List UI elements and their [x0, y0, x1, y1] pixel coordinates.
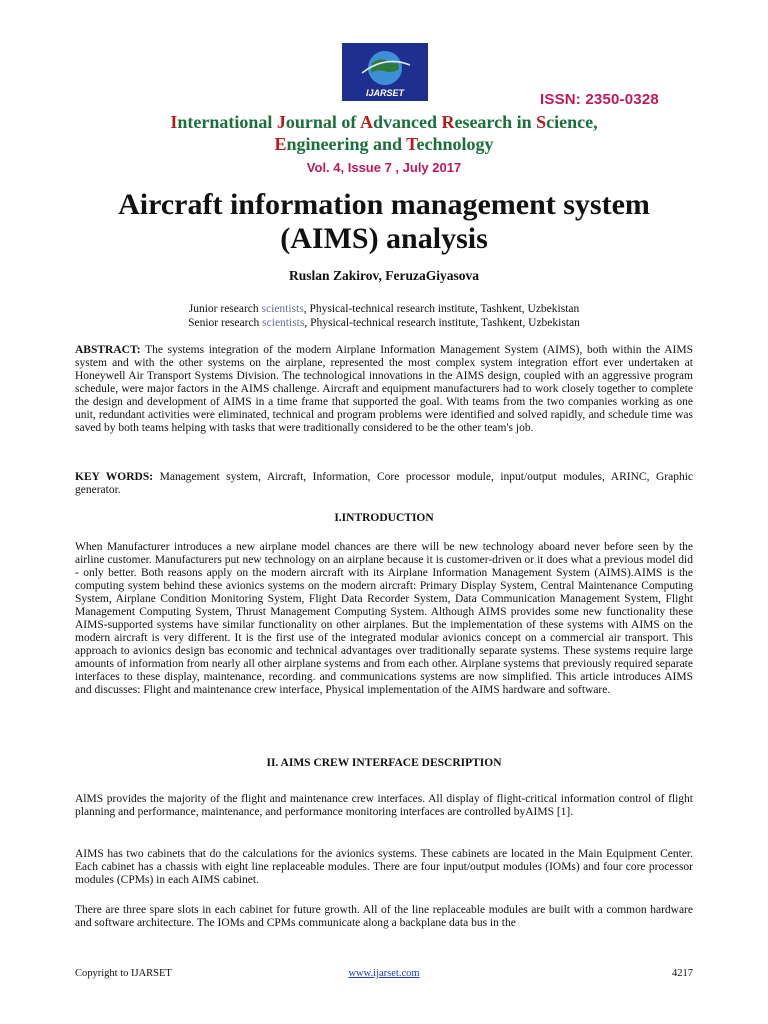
journal-word: Technology	[406, 134, 494, 154]
author-list: Ruslan Zakirov, FeruzaGiyasova	[289, 268, 479, 283]
crew-interface-paragraph-3: There are three spare slots in each cabinet for future growth. All of the line replaceable modules are built with a common hardware and software architecture. The IOMs and CPMs communicate along a backplane data bus in the	[75, 904, 693, 929]
logo-text: IJARSET	[365, 88, 405, 98]
abstract-text: The systems integration of the modern Airplane Information Management System (AIMS), both within the AIMS system and with the other systems on the airplane, represented the most complex system integration effort ever undertaken at Honeywell Air Transport Systems Division. The technological innovations in the AIMS design, coupled with an aggressive program schedule, were major factors in the AIMS challenge. Aircraft and equipment manufacturers had to work closely together to complete the design and development of AIMS in a time frame that supported the goal. With teams from the two companies working as one unit, redundant activities were eliminated, technical and program problems were identified and solved rapidly, and schedule time was saved by both teams helping with tasks that were traditionally considered to be the other team's job.	[75, 344, 693, 434]
issn-number: ISSN: 2350-0328	[540, 91, 659, 108]
affiliation-1: Junior research scientists, Physical-technical research institute, Tashkent, Uzbekistan	[188, 303, 580, 315]
journal-line-1	[0, 111, 768, 133]
journal-name	[0, 111, 768, 155]
affiliation-2: Senior research scientists, Physical-technical research institute, Tashkent, Uzbekistan	[188, 317, 580, 329]
footer-url-link[interactable]: www.ijarset.com	[348, 968, 420, 979]
keywords-text: Management system, Aircraft, Information, Core processor module, input/output modules, ARINC, Graphic generator.	[75, 471, 694, 496]
keywords-label: KEY WORDS:	[75, 471, 154, 483]
abstract	[75, 344, 693, 435]
keywords	[75, 471, 693, 497]
footer-copyright: Copyright to IJARSET	[75, 968, 172, 979]
crew-interface-paragraph-1: AlMS provides the majority of the flight and maintenance crew interfaces. All display of flight-critical information control of flight planning and performance, maintenance, and performance monitoring interfaces are controlled byAIMS [1].	[75, 793, 693, 818]
page-number: 4217	[672, 968, 693, 979]
section-heading-crew-interface: II. AIMS CREW INTERFACE DESCRIPTION	[266, 757, 502, 769]
title-line-1: Aircraft information management system	[118, 188, 650, 221]
crew-interface-paragraph-2: AIMS has two cabinets that do the calculations for the avionics systems. These cabinets are located in the Main Equipment Center. Each cabinet has a chassis with eight line replaceable modules. There are four input/output modules (IOMs) and four core processor modules (CPMs) in each AIMS cabinet.	[75, 848, 693, 886]
journal-word: Advanced	[359, 112, 442, 132]
journal-word: Science,	[536, 112, 598, 132]
footer-url-wrap	[0, 968, 768, 979]
section-heading-introduction: I.INTRODUCTION	[334, 512, 434, 524]
journal-logo	[342, 43, 428, 101]
journal-word: International	[170, 112, 277, 132]
abstract-label: ABSTRACT:	[75, 344, 141, 356]
paper-title	[0, 188, 768, 256]
journal-word: Research in	[441, 112, 537, 132]
title-line-2: (AIMS) analysis	[280, 222, 488, 255]
journal-word: Journal of	[276, 112, 360, 132]
journal-word: Engineering and	[274, 134, 407, 154]
introduction-paragraph: When Manufacturer introduces a new airplane model chances are there will be new technology aboard never before seen by the airline customer. Manufacturers put new technology on an airplane because it is customer-driven or it does what a previous model did - only better. Both reasons apply on the modern aircraft with its Airplane Information Management System (AIMS).AIMS is the computing system behind these avionics systems on the modern aircraft: Primary Display System, Central Maintenance Computing System, Airplane Condition Monitoring System, Flight Data Recorder System, Data Communication Management System, Flight Management Computing System, Thrust Management Computing System. Although AIMS provides some new functionality these AIMS-supported systems have similar functionality on other airplanes. But the implementation of these systems with AIMS on the modern aircraft is very different. It is the first use of the integrated modular avionics concept on a commercial air transport. This approach to avionics design bas economic and technical advantages over traditionally separate systems. These systems require large amounts of information from nearly all other airplane systems and from each other. Airplane systems that previously required separate interfaces to these display, maintenance, recording. and communications systems are now simplified. This article introduces AIMS and discusses: Flight and maintenance crew interface, Physical implementation of the AIMS hardware and software.	[75, 541, 693, 696]
journal-line-2	[0, 133, 768, 155]
volume-issue: Vol. 4, Issue 7 , July 2017	[306, 160, 462, 175]
